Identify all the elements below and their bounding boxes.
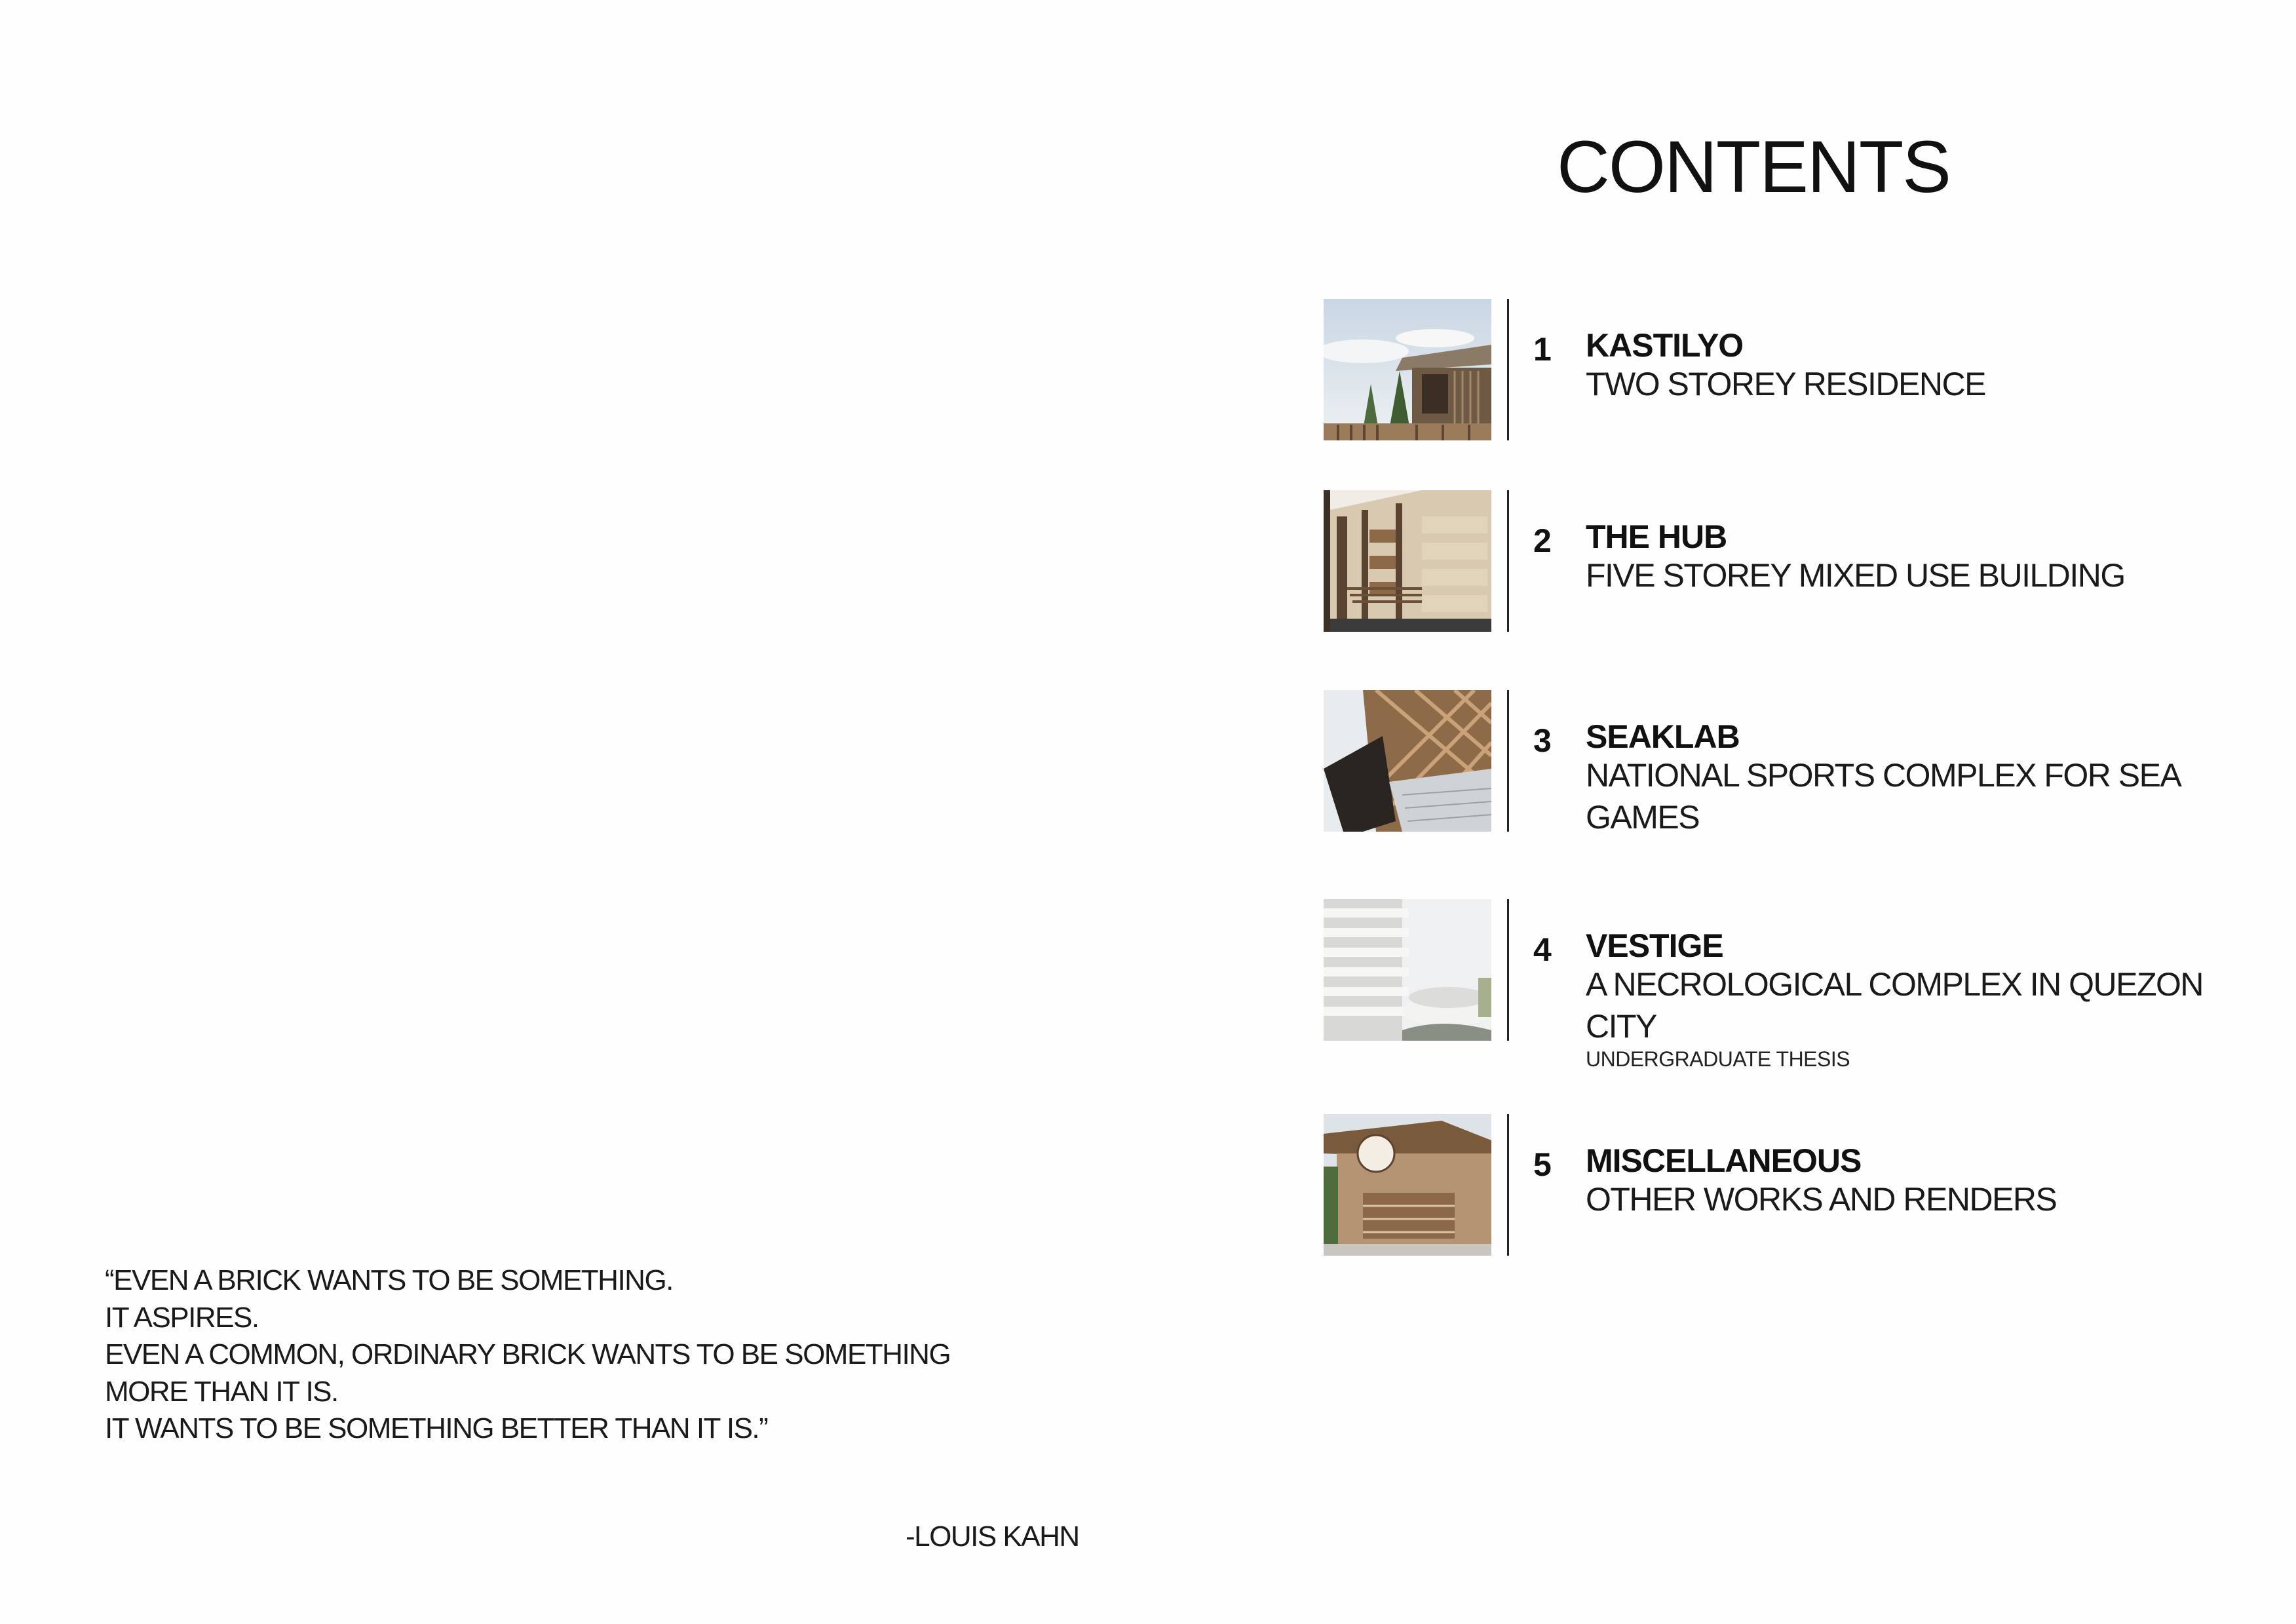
entry-subtitle: OTHER WORKS AND RENDERS	[1586, 1181, 2057, 1218]
entry-divider	[1507, 299, 1509, 440]
entry-subtitle: A NECROLOGICAL COMPLEX IN QUEZON CITY	[1586, 966, 2204, 1045]
quote-line: IT ASPIRES.	[105, 1301, 259, 1334]
entry-title: THE HUB	[1586, 518, 1727, 555]
entry-number: 3	[1533, 722, 1552, 759]
entry-number: 5	[1533, 1146, 1552, 1183]
quote-author: -LOUIS KAHN	[906, 1520, 1079, 1553]
quote-line: IT WANTS TO BE SOMETHING BETTER THAN IT IS.”	[105, 1412, 768, 1444]
the-hub-thumbnail	[1324, 490, 1491, 632]
contents-entry-kastilyo[interactable]	[1324, 299, 2241, 443]
contents-entry-vestige[interactable]	[1324, 899, 2241, 1071]
contents-title: CONTENTS	[1557, 126, 1950, 208]
entry-subtitle: NATIONAL SPORTS COMPLEX FOR SEA GAMES	[1586, 757, 2179, 836]
vestige-thumbnail	[1324, 899, 1491, 1041]
seaklab-thumbnail	[1324, 690, 1491, 832]
entry-title: VESTIGE	[1586, 927, 1723, 964]
quote-line: MORE THAN IT IS.	[105, 1375, 338, 1408]
entry-subtitle: TWO STOREY RESIDENCE	[1586, 366, 1985, 402]
quote-line: “EVEN A BRICK WANTS TO BE SOMETHING.	[105, 1264, 673, 1296]
entry-title: MISCELLANEOUS	[1586, 1142, 1862, 1179]
entry-note: UNDERGRADUATE THESIS	[1586, 1047, 1850, 1071]
entry-divider	[1507, 899, 1509, 1041]
louis-kahn-quote	[105, 1262, 1127, 1448]
entry-subtitle: FIVE STOREY MIXED USE BUILDING	[1586, 557, 2125, 594]
entry-title: SEAKLAB	[1586, 718, 1740, 755]
kastilyo-thumbnail	[1324, 299, 1491, 440]
contents-entry-miscellaneous[interactable]	[1324, 1114, 2241, 1258]
quote-line: EVEN A COMMON, ORDINARY BRICK WANTS TO BE SOMETHING	[105, 1338, 951, 1370]
entry-number: 1	[1533, 331, 1552, 368]
entry-divider	[1507, 690, 1509, 832]
contents-entry-the-hub[interactable]	[1324, 490, 2241, 634]
entry-title: KASTILYO	[1586, 327, 1744, 364]
contents-entry-seaklab[interactable]	[1324, 690, 2241, 834]
entry-divider	[1507, 1114, 1509, 1256]
miscellaneous-thumbnail	[1324, 1114, 1491, 1256]
entry-divider	[1507, 490, 1509, 632]
entry-number: 2	[1533, 522, 1552, 559]
entry-number: 4	[1533, 931, 1552, 968]
